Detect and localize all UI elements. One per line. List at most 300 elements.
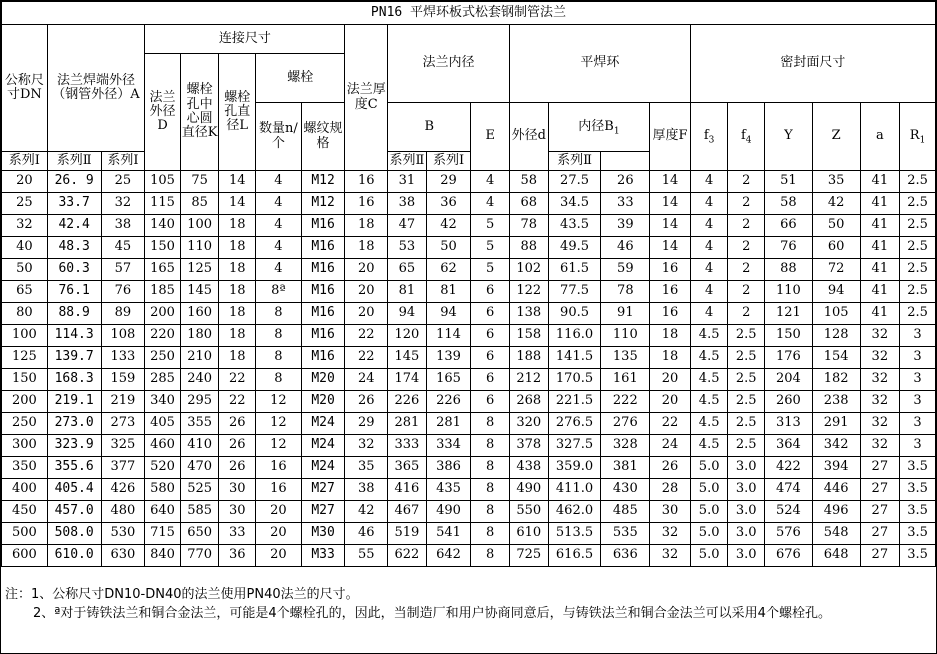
table-cell: M16 (301, 347, 345, 369)
table-cell: 250 (2, 413, 48, 435)
table-cell: 32 (650, 523, 691, 545)
table-cell: 4 (471, 171, 510, 193)
table-cell: 48.3 (47, 237, 101, 259)
header-y: Y (765, 103, 813, 171)
table-cell: 840 (145, 545, 181, 567)
table-cell: 580 (145, 479, 181, 501)
table-cell: 3.0 (728, 457, 765, 479)
table-cell: 14 (650, 171, 691, 193)
table-cell: 32 (860, 369, 900, 391)
table-cell: 31 (388, 171, 427, 193)
table-cell: 460 (145, 435, 181, 457)
table-cell: 226 (388, 391, 427, 413)
table-cell: 6 (471, 303, 510, 325)
header-ring-od: 外径d (510, 103, 549, 171)
table-cell: 2 (728, 171, 765, 193)
table-cell: 276 (601, 413, 650, 435)
table-cell: 576 (765, 523, 813, 545)
table-cell: 50 (812, 215, 860, 237)
table-cell: 68 (510, 193, 549, 215)
table-cell: 6 (471, 325, 510, 347)
header-ring-id: 内径$B_1$ (548, 103, 650, 152)
table-cell: 20 (345, 259, 388, 281)
table-cell: 78 (601, 281, 650, 303)
table-cell: 18 (219, 347, 256, 369)
table-cell: 72 (812, 259, 860, 281)
table-cell: 16 (345, 193, 388, 215)
table-cell: 55 (345, 545, 388, 567)
table-cell: 18 (219, 259, 256, 281)
table-row (2, 435, 936, 457)
table-cell: 110 (765, 281, 813, 303)
table-cell: 51 (765, 171, 813, 193)
table-cell: 20 (345, 303, 388, 325)
table-cell: 28 (650, 479, 691, 501)
table-cell: 32 (860, 391, 900, 413)
header-bolt-qty: 数量n/个 (256, 103, 302, 171)
table-cell: 14 (219, 171, 256, 193)
table-cell: 168.3 (47, 369, 101, 391)
table-cell: 2.5 (728, 413, 765, 435)
table-cell: 125 (180, 259, 219, 281)
table-cell: 41 (860, 281, 900, 303)
table-cell: 94 (426, 303, 471, 325)
table-cell: 285 (145, 369, 181, 391)
table-cell: 32 (101, 193, 145, 215)
table-cell: 20 (650, 391, 691, 413)
table-cell: 328 (601, 435, 650, 457)
table-cell: 3 (900, 435, 936, 457)
table-cell: 5 (471, 237, 510, 259)
table-cell: 8 (471, 501, 510, 523)
table-cell: 42 (345, 501, 388, 523)
header-f3: $f_3$ (690, 103, 728, 171)
table-cell: 32 (650, 545, 691, 567)
table-cell: 548 (812, 523, 860, 545)
header-f4: $f_4$ (728, 103, 765, 171)
table-cell: 350 (2, 457, 48, 479)
table-cell: 435 (426, 479, 471, 501)
table-cell: 110 (601, 325, 650, 347)
table-cell: 76 (101, 281, 145, 303)
table-cell: 18 (650, 347, 691, 369)
table-cell: 519 (388, 523, 427, 545)
table-cell: 3 (900, 413, 936, 435)
table-cell: 4 (256, 171, 302, 193)
table-cell: 165 (426, 369, 471, 391)
table-cell: 640 (145, 501, 181, 523)
table-cell: 327.5 (548, 435, 601, 457)
table-cell: 210 (180, 347, 219, 369)
table-cell: 76 (765, 237, 813, 259)
table-cell: 161 (601, 369, 650, 391)
table-cell: 80 (2, 303, 48, 325)
table-cell: 530 (101, 523, 145, 545)
table-cell: 135 (601, 347, 650, 369)
table-cell: 180 (180, 325, 219, 347)
table-cell: 2 (728, 281, 765, 303)
table-cell: 61.5 (548, 259, 601, 281)
table-cell: 105 (145, 171, 181, 193)
table-cell: 2.5 (728, 391, 765, 413)
table-cell: 150 (765, 325, 813, 347)
table-cell: 102 (510, 259, 549, 281)
table-cell: 65 (388, 259, 427, 281)
table-cell: 41 (860, 215, 900, 237)
table-row (2, 413, 936, 435)
table-cell: 22 (345, 325, 388, 347)
table-cell: 725 (510, 545, 549, 567)
table-cell: 32 (860, 347, 900, 369)
table-cell: 377 (101, 457, 145, 479)
table-cell: 2.5 (900, 193, 936, 215)
table-cell: 3.0 (728, 523, 765, 545)
table-cell: 14 (650, 215, 691, 237)
table-cell: 150 (145, 237, 181, 259)
table-cell: 5.0 (690, 501, 728, 523)
table-cell: 313 (765, 413, 813, 435)
table-cell: 281 (388, 413, 427, 435)
header-bolt-thread: 螺纹规格 (301, 103, 345, 171)
table-cell: 222 (601, 391, 650, 413)
header-thickness: 法兰厚度C (345, 25, 388, 171)
table-cell: 16 (256, 479, 302, 501)
table-cell: 4 (690, 171, 728, 193)
table-cell: 4.5 (690, 369, 728, 391)
table-cell: 88 (510, 237, 549, 259)
table-cell: 295 (180, 391, 219, 413)
table-cell: 150 (2, 369, 48, 391)
table-cell: 81 (426, 281, 471, 303)
table-cell: 12 (256, 391, 302, 413)
header-bolt: 螺栓 (256, 54, 345, 103)
table-cell: 14 (650, 237, 691, 259)
table-cell: 585 (180, 501, 219, 523)
table-cell: 250 (145, 347, 181, 369)
table-cell: 3.5 (900, 545, 936, 567)
table-cell: 2 (728, 193, 765, 215)
table-cell: 42 (426, 215, 471, 237)
table-cell: 41 (860, 259, 900, 281)
table-cell: 4.5 (690, 391, 728, 413)
table-cell: 238 (812, 391, 860, 413)
table-cell: 182 (812, 369, 860, 391)
table-cell: 535 (601, 523, 650, 545)
table-cell: 381 (601, 457, 650, 479)
table-title: PN16 平焊环板式松套钢制管法兰 (2, 2, 936, 25)
table-cell: 30 (219, 479, 256, 501)
table-cell: 29 (345, 413, 388, 435)
table-cell: 16 (650, 281, 691, 303)
table-cell: 365 (388, 457, 427, 479)
table-cell: 16 (650, 259, 691, 281)
table-cell: 355.6 (47, 457, 101, 479)
table-row (2, 215, 936, 237)
table-row (2, 347, 936, 369)
header-e: E (471, 103, 510, 171)
table-cell: 77.5 (548, 281, 601, 303)
table-cell: 8ª (256, 281, 302, 303)
table-cell: 4 (256, 193, 302, 215)
table-cell: 89 (101, 303, 145, 325)
header-r1: $R_1$ (900, 103, 936, 171)
table-cell: 219 (101, 391, 145, 413)
table-cell: 2.5 (900, 303, 936, 325)
table-cell: 2 (728, 215, 765, 237)
table-cell: 600 (2, 545, 48, 567)
header-connection: 连接尺寸 (145, 25, 345, 54)
table-cell: M16 (301, 303, 345, 325)
table-cell: 100 (2, 325, 48, 347)
table-cell: 2.5 (900, 237, 936, 259)
table-cell: 46 (601, 237, 650, 259)
table-cell: 50 (426, 237, 471, 259)
table-cell: 240 (180, 369, 219, 391)
table-cell: 4 (690, 281, 728, 303)
table-row (2, 479, 936, 501)
table-row (2, 303, 936, 325)
table-cell: 20 (650, 369, 691, 391)
table-cell: 500 (2, 523, 48, 545)
table-cell: 122 (510, 281, 549, 303)
note-1: 注：1、公称尺寸DN10-DN40的法兰使用PN40法兰的尺寸。 (5, 587, 359, 602)
table-cell: 5.0 (690, 523, 728, 545)
table-cell: 3.0 (728, 545, 765, 567)
table-cell: 38 (388, 193, 427, 215)
table-cell: 2.5 (900, 215, 936, 237)
table-cell: 57 (101, 259, 145, 281)
table-cell: 650 (180, 523, 219, 545)
table-cell: 41 (860, 237, 900, 259)
table-cell: 27.5 (548, 171, 601, 193)
table-cell: 333 (388, 435, 427, 457)
table-cell: 18 (219, 303, 256, 325)
table-cell: 386 (426, 457, 471, 479)
table-cell: 16 (345, 171, 388, 193)
header-a: a (860, 103, 900, 171)
table-cell: 8 (256, 303, 302, 325)
table-cell: 3 (900, 369, 936, 391)
table-cell: 221.5 (548, 391, 601, 413)
table-cell: 3.0 (728, 479, 765, 501)
table-cell: 273 (101, 413, 145, 435)
table-cell: 16 (256, 457, 302, 479)
table-row (2, 457, 936, 479)
table-cell: 4 (256, 237, 302, 259)
table-cell: 430 (601, 479, 650, 501)
table-cell: 622 (388, 545, 427, 567)
table-cell: 165 (145, 259, 181, 281)
table-cell: 2.5 (728, 369, 765, 391)
table-cell: 105 (812, 303, 860, 325)
table-row (2, 259, 936, 281)
table-cell: 100 (180, 215, 219, 237)
table-cell: 188 (510, 347, 549, 369)
table-cell: 268 (510, 391, 549, 413)
table-cell: 30 (219, 501, 256, 523)
table-cell: 39 (601, 215, 650, 237)
table-cell: 116.0 (548, 325, 601, 347)
note-2: 2、ª对于铸铁法兰和铜合金法兰，可能是4个螺栓孔的，因此，当制造厂和用户协商同意后，与铸铁法兰和铜合金法兰可以采用4个螺栓孔。 (33, 606, 831, 621)
table-cell: 20 (2, 171, 48, 193)
table-cell: 4.5 (690, 435, 728, 457)
table-cell: 49.5 (548, 237, 601, 259)
table-row (2, 171, 936, 193)
table-cell: 2 (728, 303, 765, 325)
table-cell: 480 (101, 501, 145, 523)
header-z: Z (812, 103, 860, 171)
table-cell: 81 (388, 281, 427, 303)
table-cell: M24 (301, 435, 345, 457)
table-cell: 4 (256, 259, 302, 281)
table-cell: 8 (471, 479, 510, 501)
table-cell: M24 (301, 413, 345, 435)
table-cell: 43.5 (548, 215, 601, 237)
header-seal: 密封面尺寸 (690, 25, 935, 103)
table-cell: 114.3 (47, 325, 101, 347)
table-cell: 394 (812, 457, 860, 479)
table-cell: 120 (388, 325, 427, 347)
table-cell: 426 (101, 479, 145, 501)
table-cell: 3.5 (900, 523, 936, 545)
header-ring: 平焊环 (510, 25, 691, 103)
table-row (2, 193, 936, 215)
table-cell: 474 (765, 479, 813, 501)
table-cell: 4 (690, 259, 728, 281)
table-cell: 32 (860, 325, 900, 347)
table-cell: 4 (690, 237, 728, 259)
table-cell: 323.9 (47, 435, 101, 457)
table-cell: 18 (345, 237, 388, 259)
table-cell: 6 (471, 369, 510, 391)
table-cell: 4.5 (690, 413, 728, 435)
table-cell: 34.5 (548, 193, 601, 215)
table-cell: M16 (301, 281, 345, 303)
header-pipe-series1: 系列Ⅰ (2, 152, 48, 171)
table-cell: 18 (219, 215, 256, 237)
table-cell: 18 (219, 325, 256, 347)
table-cell: 4.5 (690, 325, 728, 347)
table-cell: 47 (388, 215, 427, 237)
table-cell: 5.0 (690, 457, 728, 479)
table-cell: 3.5 (900, 457, 936, 479)
table-cell: 90.5 (548, 303, 601, 325)
table-cell: 26. 9 (47, 171, 101, 193)
table-cell: 26 (219, 457, 256, 479)
table-cell: 42 (812, 193, 860, 215)
table-cell: 770 (180, 545, 219, 567)
table-cell: 46 (345, 523, 388, 545)
table-cell: 41 (860, 171, 900, 193)
table-cell: 128 (812, 325, 860, 347)
table-cell: 141.5 (548, 347, 601, 369)
table-cell: 27 (860, 545, 900, 567)
table-cell: 91 (601, 303, 650, 325)
table-cell: 2.5 (900, 281, 936, 303)
table-cell: M16 (301, 259, 345, 281)
table-cell: 4 (471, 193, 510, 215)
table-cell: 2.5 (728, 325, 765, 347)
table-cell: 513.5 (548, 523, 601, 545)
table-cell: 16 (650, 303, 691, 325)
table-cell: 27 (860, 523, 900, 545)
table-row (2, 281, 936, 303)
table-cell: 170.5 (548, 369, 601, 391)
table-cell: 65 (2, 281, 48, 303)
table-cell: M27 (301, 479, 345, 501)
table-cell: 273.0 (47, 413, 101, 435)
table-cell: 5 (471, 215, 510, 237)
table-cell: 3 (900, 391, 936, 413)
table-cell: 76.1 (47, 281, 101, 303)
table-cell: 2.5 (900, 259, 936, 281)
table-cell: 25 (2, 193, 48, 215)
table-cell: 4 (690, 193, 728, 215)
table-cell: 3 (900, 325, 936, 347)
table-row (2, 325, 936, 347)
table-cell: 457.0 (47, 501, 101, 523)
table-cell: 508.0 (47, 523, 101, 545)
table-cell: 8 (256, 369, 302, 391)
table-cell: 27 (860, 457, 900, 479)
table-cell: 125 (2, 347, 48, 369)
table-cell: 410 (180, 435, 219, 457)
table-cell: 648 (812, 545, 860, 567)
table-cell: 405.4 (47, 479, 101, 501)
table-cell: 446 (812, 479, 860, 501)
table-cell: 121 (765, 303, 813, 325)
table-cell: 18 (219, 281, 256, 303)
table-cell: 219.1 (47, 391, 101, 413)
table-cell: 29 (426, 171, 471, 193)
table-cell: 520 (145, 457, 181, 479)
table-cell: M16 (301, 325, 345, 347)
table-cell: 26 (219, 435, 256, 457)
table-cell: 138 (510, 303, 549, 325)
table-cell: 496 (812, 501, 860, 523)
table-cell: 32 (2, 215, 48, 237)
table-cell: 5.0 (690, 545, 728, 567)
table-cell: M27 (301, 501, 345, 523)
table-row (2, 501, 936, 523)
table-cell: 40 (2, 237, 48, 259)
table-cell: 200 (2, 391, 48, 413)
table-cell: 8 (256, 347, 302, 369)
table-cell: 58 (510, 171, 549, 193)
table-cell: 24 (345, 369, 388, 391)
table-cell: 8 (471, 413, 510, 435)
table-cell: 2.5 (900, 171, 936, 193)
table-cell: 26 (345, 391, 388, 413)
table-cell: 325 (101, 435, 145, 457)
table-cell: 75 (180, 171, 219, 193)
table-cell: 676 (765, 545, 813, 567)
table-cell: 25 (101, 171, 145, 193)
table-cell: 462.0 (548, 501, 601, 523)
table-cell: 110 (180, 237, 219, 259)
table-cell: 18 (345, 215, 388, 237)
header-ring-id-series1: 系列Ⅰ (426, 152, 471, 171)
table-cell: 22 (345, 347, 388, 369)
table-cell: 334 (426, 435, 471, 457)
table-cell: 139.7 (47, 347, 101, 369)
table-cell: 8 (256, 325, 302, 347)
table-cell: 41 (860, 193, 900, 215)
table-cell: 12 (256, 435, 302, 457)
table-cell: 20 (256, 545, 302, 567)
flange-spec-table (1, 1, 936, 567)
table-row (2, 523, 936, 545)
